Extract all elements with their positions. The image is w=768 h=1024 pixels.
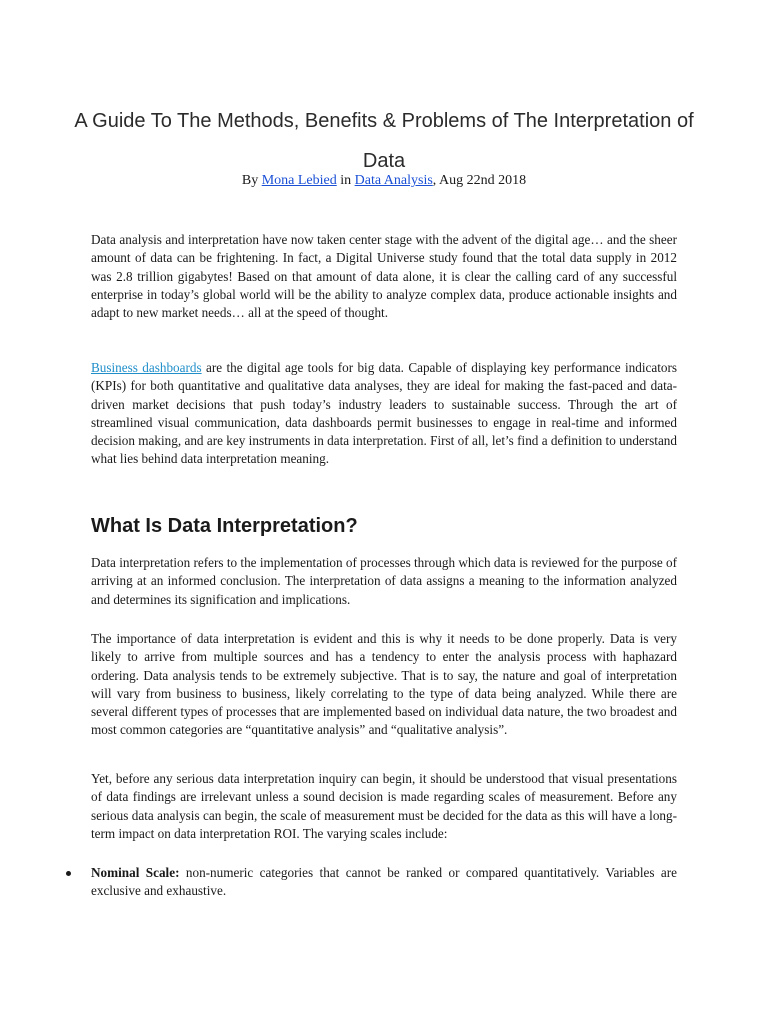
bullet-text: non-numeric categories that cannot be ranked or compared quantitatively. Variables are exclusive and exhaustive. bbox=[91, 865, 677, 899]
article-title: A Guide To The Methods, Benefits & Problems of The Interpretation of Data bbox=[74, 110, 694, 172]
byline-in: in bbox=[336, 173, 355, 188]
definition-paragraph: Data interpretation refers to the implementation of processes through which data is reviewed for the purpose of arriving at an informed conclusion. The interpretation of data assigns a meaning to the information analyzed and determines its signification and implications. bbox=[91, 555, 677, 607]
byline-date: , Aug 22nd 2018 bbox=[432, 173, 527, 188]
section-heading: What Is Data Interpretation? bbox=[91, 515, 358, 537]
category-link[interactable]: Data Analysis bbox=[354, 173, 433, 188]
byline bbox=[60, 171, 708, 191]
author-link[interactable]: Mona Lebied bbox=[261, 173, 337, 188]
scales-list bbox=[62, 864, 677, 901]
intro-paragraph: Data analysis and interpretation have now taken center stage with the advent of the digital age… and the sheer amount of data can be frightening. In fact, a Digital Universe study found that the total data supply in 2012 was 2.8 trillion gigabytes! Based on that amount of data alone, it is clear the calling card of any successful enterprise in today’s global world will be the ability to analyze complex data, produce actionable insights and adapt to new market needs… all at the speed of thought. bbox=[91, 232, 677, 321]
importance-paragraph: The importance of data interpretation is evident and this is why it needs to be done properly. Data is very likely to arrive from multiple sources and has a tendency to enter the analysis process with haphazard ordering. Data analysis tends to be extremely subjective. That is to say, the nature and goal of interpretation will vary from business to business, likely correlating to the type of data being analyzed. While there are several different types of processes that are implemented based on individual data nature, the two broadest and most common categories are “quantitative analysis” and “qualitative analysis”. bbox=[91, 631, 677, 738]
list-item bbox=[62, 864, 677, 901]
dashboards-paragraph bbox=[91, 359, 677, 469]
dashboards-paragraph-text: are the digital age tools for big data. Capable of displaying key performance indicators (KPIs) for both quantitative and qualitative data analyses, they are ideal for making the fast-paced and data-driven market decisions that push today’s industry leaders to sustainable success. Through the art of streamlined visual communication, data dashboards permit businesses to engage in real-time and informed decision making, and are key instruments in data interpretation. First of all, let’s find a definition to understand what lies behind data interpretation meaning. bbox=[91, 360, 677, 467]
bullet-term: Nominal Scale: bbox=[91, 865, 180, 880]
scales-paragraph: Yet, before any serious data interpretation inquiry can begin, it should be understood that visual presentations of data findings are irrelevant unless a sound decision is made regarding scales of measurement. Before any serious data analysis can begin, the scale of measurement must be decided for the data as this will have a long-term impact on data interpretation ROI. The varying scales include: bbox=[91, 771, 677, 841]
business-dashboards-link[interactable]: Business dashboards bbox=[91, 360, 202, 375]
byline-by: By bbox=[241, 173, 262, 188]
bullet-icon bbox=[66, 871, 71, 876]
